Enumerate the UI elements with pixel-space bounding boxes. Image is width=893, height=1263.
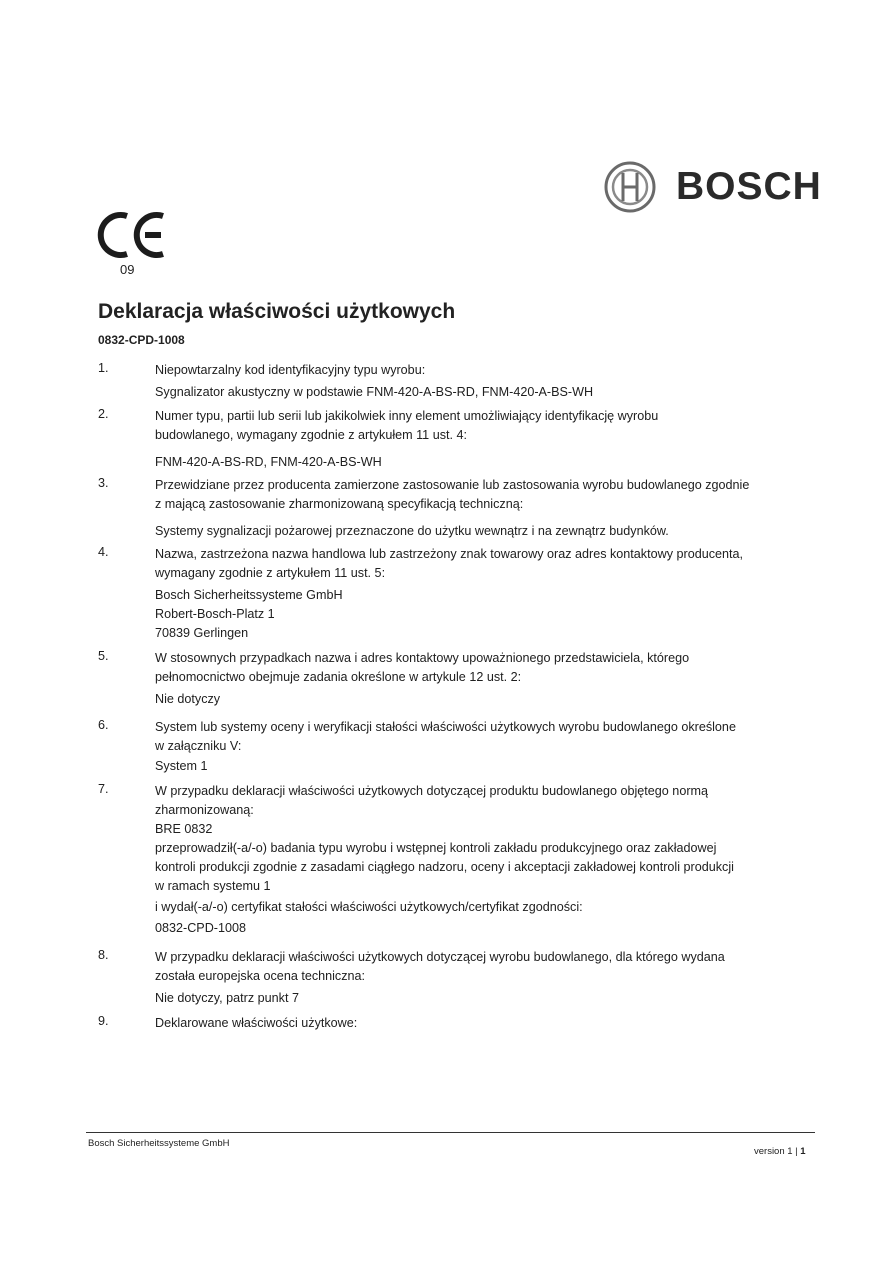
item-question-line: W przypadku deklaracji właściwości użytkowych dotyczącej wyrobu budowlanego, dla którego wydana (155, 950, 725, 964)
item-answer-line: Sygnalizator akustyczny w podstawie FNM-420-A-BS-RD, FNM-420-A-BS-WH (155, 385, 594, 399)
footer-version-prefix: version 1 | (754, 1146, 798, 1157)
item-question-line: została europejska ocena techniczna: (155, 969, 366, 983)
item-number: 8. (98, 948, 109, 962)
document-number: 0832-CPD-1008 (98, 333, 185, 347)
item-number: 6. (98, 718, 109, 732)
item-question-line: Deklarowane właściwości użytkowe: (155, 1016, 358, 1030)
item-question-line: BRE 0832 (155, 822, 213, 836)
item-number: 3. (98, 476, 109, 490)
item-question-line: Nazwa, zastrzeżona nazwa handlowa lub zastrzeżony znak towarowy oraz adres kontaktowy producenta, (155, 547, 744, 561)
item-answer-line: Systemy sygnalizacji pożarowej przeznaczone do użytku wewnątrz i na zewnątrz budynków. (155, 524, 669, 538)
item-question-line: Numer typu, partii lub serii lub jakikolwiek inny element umożliwiający identyfikację wyrobu (155, 409, 659, 423)
footer-company: Bosch Sicherheitssysteme GmbH (88, 1138, 230, 1149)
item-question-line: 0832-CPD-1008 (155, 921, 247, 935)
item-question-line: w ramach systemu 1 (155, 879, 271, 893)
footer-version (754, 1146, 806, 1157)
bosch-logo (604, 160, 822, 214)
item-answer-line: Nie dotyczy (155, 692, 221, 706)
item-number: 5. (98, 649, 109, 663)
item-question-line: w załączniku V: (155, 739, 242, 753)
item-question-line: W przypadku deklaracji właściwości użytkowych dotyczącej produktu budowlanego objętego normą (155, 784, 709, 798)
item-question-line: budowlanego, wymagany zgodnie z artykułem 11 ust. 4: (155, 428, 467, 442)
item-answer-line: Robert-Bosch-Platz 1 (155, 607, 275, 621)
item-answer-line: 70839 Gerlingen (155, 626, 249, 640)
item-answer-line: System 1 (155, 759, 208, 773)
item-question-line: i wydał(-a/-o) certyfikat stałości właściwości użytkowych/certyfikat zgodności: (155, 900, 583, 914)
footer-divider (86, 1132, 815, 1133)
item-number: 7. (98, 782, 109, 796)
item-question-line: wymagany zgodnie z artykułem 11 ust. 5: (155, 566, 386, 580)
item-question-line: Przewidziane przez producenta zamierzone zastosowanie lub zastosowania wyrobu budowlanego zgodnie (155, 478, 750, 492)
item-number: 4. (98, 545, 109, 559)
item-question-line: System lub systemy oceny i weryfikacji stałości właściwości użytkowych wyrobu budowlanego określone (155, 720, 736, 734)
bosch-wordmark: BOSCH (676, 165, 822, 208)
item-number: 9. (98, 1014, 109, 1028)
item-number: 1. (98, 361, 109, 375)
item-question-line: W stosownych przypadkach nazwa i adres kontaktowy upoważnionego przedstawiciela, którego (155, 651, 690, 665)
item-answer-line: FNM-420-A-BS-RD, FNM-420-A-BS-WH (155, 455, 382, 469)
item-question-line: z mającą zastosowanie zharmonizowaną specyfikacją techniczną: (155, 497, 524, 511)
item-number: 2. (98, 407, 109, 421)
item-question-line: pełnomocnictwo obejmuje zadania określone w artykule 12 ust. 2: (155, 670, 522, 684)
item-answer-line: Bosch Sicherheitssysteme GmbH (155, 588, 343, 602)
item-answer-line: Nie dotyczy, patrz punkt 7 (155, 991, 299, 1005)
footer-version-page: 1 (800, 1146, 806, 1157)
item-question-line: Niepowtarzalny kod identyfikacyjny typu wyrobu: (155, 363, 426, 377)
page-title: Deklaracja właściwości użytkowych (98, 300, 456, 323)
ce-mark-icon (97, 210, 171, 260)
bosch-armature-icon (604, 161, 656, 213)
ce-mark-year: 09 (120, 262, 135, 277)
item-question-line: zharmonizowaną: (155, 803, 254, 817)
item-question-line: kontroli produkcji zgodnie z zasadami ciągłego nadzoru, oceny i akceptacji zakładowej kontroli produkcji (155, 860, 734, 874)
item-question-line: przeprowadził(-a/-o) badania typu wyrobu i wstępnej kontroli zakładu produkcyjnego oraz zakładowej (155, 841, 717, 855)
